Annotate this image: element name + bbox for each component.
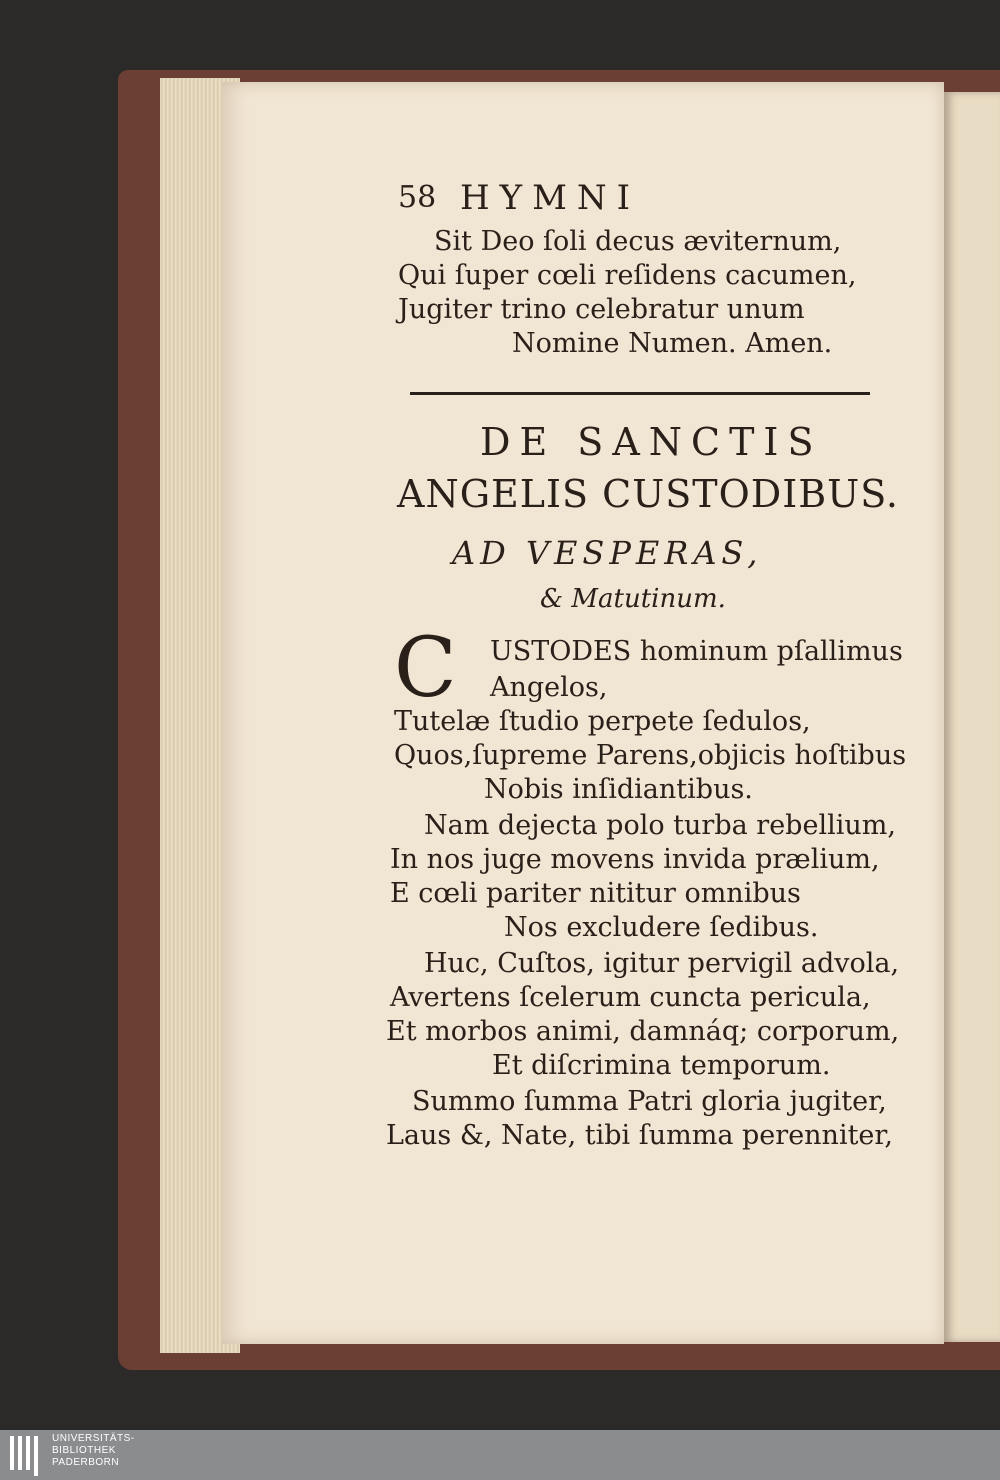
drop-cap: C (394, 621, 457, 716)
library-logo-icon (8, 1432, 46, 1476)
section-title-line2: ANGELIS CUSTODIBUS. (397, 472, 899, 516)
facing-page (944, 92, 1000, 1342)
verse-line: Tutelæ ſtudio perpete ſedulos, (394, 706, 811, 737)
library-name-line1: UNIVERSITÄTS- (52, 1433, 135, 1444)
verse-line: Huc, Cuſtos, igitur pervigil advola, (424, 948, 900, 979)
section-divider (410, 392, 870, 395)
section-subtitle2: & Matutinum. (540, 584, 726, 614)
verse-line: Sit Deo ſoli decus æviternum, (434, 226, 842, 257)
verse-line: Laus &, Nate, tibi ſumma perenniter, (386, 1120, 893, 1151)
verse-line: Nobis inſidiantibus. (484, 774, 753, 805)
verse-line: Summo ſumma Patri gloria jugiter, (412, 1086, 887, 1117)
verse-line: E cœli pariter nititur omnibus (390, 878, 801, 909)
library-footer (0, 1430, 1000, 1480)
verse-line: Nomine Numen. Amen. (512, 328, 833, 359)
verse-line: Nos excludere ſedibus. (504, 912, 819, 943)
section-subtitle: AD VESPERAS, (452, 534, 763, 572)
verse-line: Et morbos animi, damnáq; corporum, (386, 1016, 900, 1047)
library-name (52, 1433, 135, 1469)
section-title-line1: DE SANCTIS (480, 420, 823, 464)
verse-line: Et diſcrimina temporum. (492, 1050, 831, 1081)
verse-line: Avertens ſcelerum cuncta pericula, (390, 982, 871, 1013)
verse-line: Qui ſuper cœli reſidens cacumen, (398, 260, 857, 291)
verse-line: Jugiter trino celebratur unum (398, 294, 805, 325)
page-number: 58 (398, 180, 437, 215)
library-name-line3: PADERBORN (52, 1457, 120, 1468)
verse-line: Quos,ſupreme Parens,objicis hoſtibus (394, 740, 907, 771)
verse-line: In nos juge movens invida prælium, (390, 844, 880, 875)
running-title: HYMNI (460, 178, 641, 218)
verse-line: Angelos, (490, 672, 608, 703)
first-verse-line: USTODES hominum pſallimus (490, 636, 903, 667)
verse-line: Nam dejecta polo turba rebellium, (424, 810, 896, 841)
library-name-line2: BIBLIOTHEK (52, 1445, 116, 1456)
